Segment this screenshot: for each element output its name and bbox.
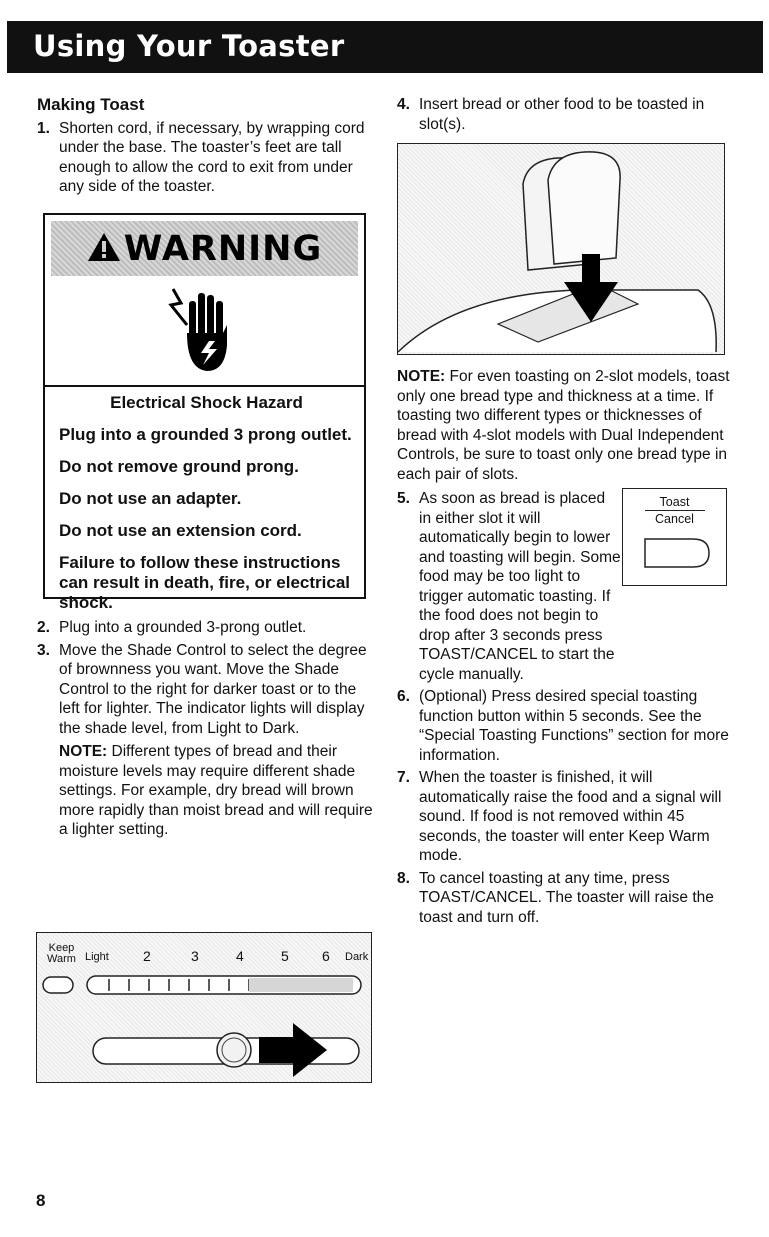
- step-number: 2.: [37, 619, 50, 636]
- step-text: When the toaster is finished, it will automatically raise the food and a signal will sound. If food is not removed within 45 seconds, the toaster will enter Keep Warm mode.: [419, 769, 722, 864]
- note-label: NOTE:: [59, 743, 108, 760]
- step-number: 4.: [397, 96, 410, 113]
- page-title: Using Your Toaster: [33, 29, 345, 63]
- shade-label-4: 4: [236, 948, 244, 964]
- right-column-top: [397, 95, 731, 137]
- toast-cancel-button-drawing: [623, 489, 725, 584]
- warning-item: Plug into a grounded 3 prong outlet.: [59, 425, 352, 444]
- arrow-right-icon: [259, 1023, 327, 1077]
- warning-banner: [51, 221, 358, 276]
- step-number: 3.: [37, 641, 50, 659]
- shade-label-6: 6: [322, 948, 330, 964]
- step-text: As soon as bread is placed in either slot it will automatically begin to lower and toasting will begin. Some food may be too light to trigger automatic toasting. If the food does not begin to drop after 3 seconds press TOAST/CANCEL to start the cycle manually.: [419, 490, 621, 683]
- page-header: [7, 21, 763, 73]
- left-column: [37, 95, 375, 200]
- warning-header: [45, 215, 364, 387]
- step-number: 1.: [37, 119, 50, 137]
- toast-cancel-button: [645, 539, 709, 567]
- step-number: 7.: [397, 769, 410, 786]
- step-number: 8.: [397, 869, 410, 887]
- warning-triangle-icon: [87, 232, 121, 262]
- step-2: [37, 618, 375, 638]
- shade-label-dark: Dark: [345, 951, 369, 963]
- toast-cancel-figure: [622, 488, 727, 586]
- warm-label: Warm: [47, 953, 76, 965]
- warning-item: Do not remove ground prong.: [59, 457, 299, 476]
- step-text: Insert bread or other food to be toasted in slot(s).: [419, 96, 705, 133]
- shade-label-5: 5: [281, 948, 289, 964]
- step-number: 5.: [397, 490, 410, 507]
- shade-label-2: 2: [143, 948, 151, 964]
- shade-control-figure: [36, 932, 372, 1083]
- step-8: [397, 869, 733, 928]
- warning-body: [59, 393, 354, 625]
- warning-item: Failure to follow these instructions can result in death, fire, or electrical shock.: [59, 553, 350, 612]
- warning-label: WARNING: [123, 228, 323, 269]
- toast-label: Toast: [659, 495, 690, 509]
- step-7: [397, 768, 733, 866]
- keep-label: Keep: [48, 942, 75, 954]
- warning-item: Do not use an extension cord.: [59, 521, 302, 540]
- page-number: 8: [36, 1191, 46, 1210]
- step-text: To cancel toasting at any time, press TOAST/CANCEL. The toaster will raise the toast and turn off.: [419, 869, 714, 926]
- note-label: NOTE:: [397, 368, 446, 385]
- electrical-shock-hand-icon: [167, 285, 247, 377]
- warning-item: Do not use an adapter.: [59, 489, 242, 508]
- keep-warm-button: [43, 977, 73, 993]
- step-1: [37, 119, 375, 197]
- step-text: Shorten cord, if necessary, by wrapping cord under the base. The toaster’s feet are tall enough to allow the cord to exit from under any side of the toaster.: [59, 119, 365, 195]
- step-6: [397, 687, 733, 765]
- section-title: Making Toast: [37, 95, 145, 114]
- step-number: 6.: [397, 688, 410, 705]
- step-text: Move the Shade Control to select the degree of brownness you want. Move the Shade Control to the right for darker toast or to the left for lighter. The indicator lights will display the shade level, from Light to Dark.: [59, 641, 367, 737]
- right-column-note: [397, 367, 731, 484]
- shade-control-drawing: [37, 933, 371, 1081]
- step-text: (Optional) Press desired special toasting function button within 5 seconds. See the “Special Toasting Functions” section for more information.: [419, 688, 729, 764]
- step-3-note: [59, 742, 375, 840]
- step-text: Plug into a grounded 3-prong outlet.: [59, 619, 307, 636]
- left-column-lower: [37, 618, 375, 843]
- shade-label-3: 3: [191, 948, 199, 964]
- step-4: [397, 95, 731, 134]
- shade-label-light: Light: [85, 951, 109, 963]
- step-3: [37, 641, 375, 840]
- note-text: For even toasting on 2-slot models, toast only one bread type and thickness at a time. If toasting two different types or thicknesses of bread with 4-slot models with Dual Independent Controls, be sure to toast only one bread type in each pair of slots.: [397, 368, 730, 483]
- warning-box: [43, 213, 366, 612]
- note-text: Different types of bread and their moisture levels may require different shade settings. For example, dry bread will brown more rapidly than moist bread and will require a lighter setting.: [59, 743, 373, 838]
- cancel-label: Cancel: [655, 512, 694, 526]
- toaster-figure: [397, 143, 725, 355]
- toaster-bread-drawing: [398, 144, 724, 354]
- warning-title: Electrical Shock Hazard: [110, 393, 303, 412]
- bread-slice-icon: [548, 152, 620, 264]
